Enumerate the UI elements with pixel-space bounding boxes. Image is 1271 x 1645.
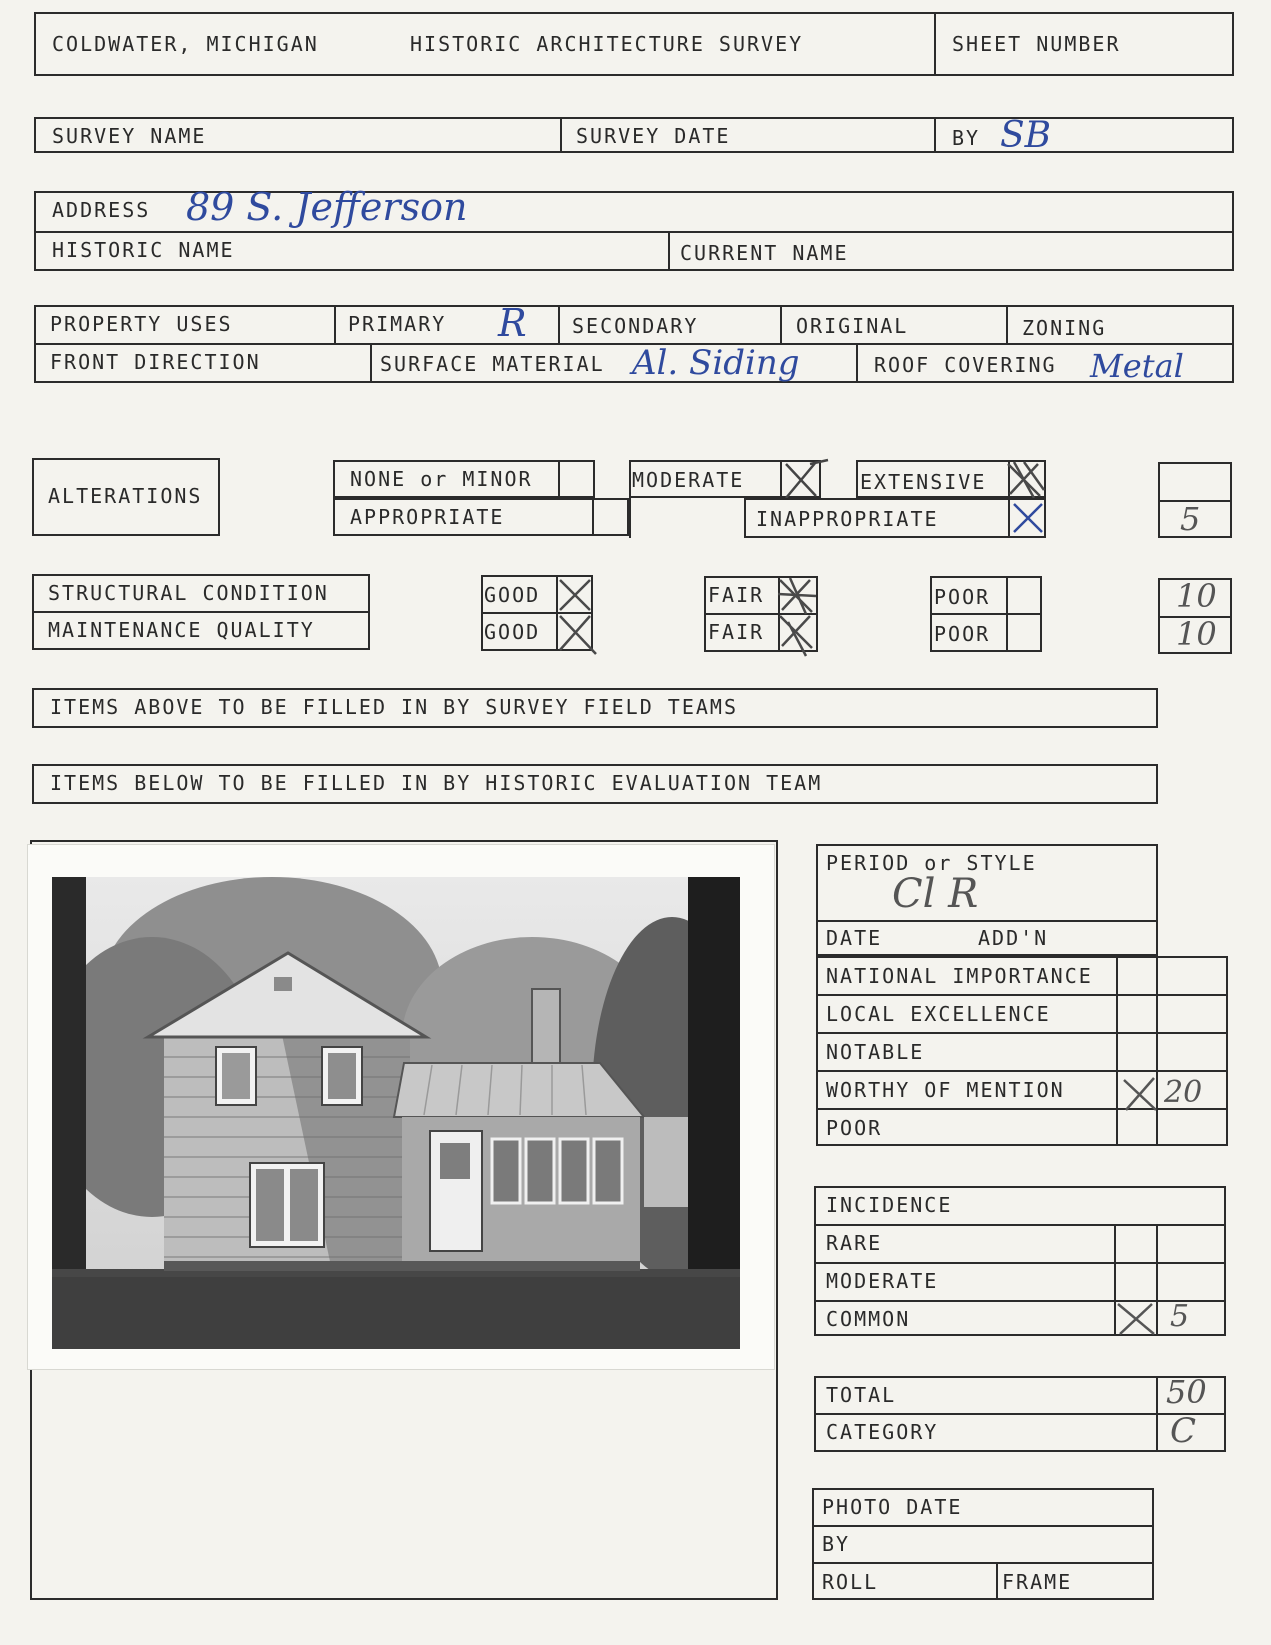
addn-label: ADD'N [978, 926, 1049, 950]
maintenance-good-label: GOOD [484, 620, 541, 644]
surface-material-label: SURFACE MATERIAL [380, 352, 605, 376]
historic-name-label: HISTORIC NAME [52, 238, 235, 262]
evaluation-team-note: ITEMS BELOW TO BE FILLED IN BY HISTORIC EVALUATION TEAM [50, 771, 823, 795]
maintenance-score-value: 10 [1176, 615, 1217, 653]
survey-by-value: SB [1000, 115, 1052, 156]
address-label: ADDRESS [52, 198, 151, 222]
poor-check-div [1006, 576, 1008, 652]
photo-by-label: BY [822, 1532, 851, 1556]
roof-covering-value: Metal [1090, 347, 1184, 385]
alterations-label: ALTERATIONS [48, 484, 203, 508]
photo-info-col-div [996, 1562, 998, 1600]
zoning-label: ZONING [1022, 316, 1107, 340]
notable-label: NOTABLE [826, 1040, 925, 1064]
worthy-xmark [1120, 1074, 1160, 1114]
category-label: CATEGORY [826, 1420, 939, 1444]
property-uses-label: PROPERTY USES [50, 312, 233, 336]
alt-connector [629, 498, 631, 538]
structural-fair-scribble [776, 576, 820, 616]
date-label: DATE [826, 926, 883, 950]
frame-label: FRAME [1002, 1570, 1073, 1594]
alt-moderate-xmark [780, 458, 832, 502]
survey-title: HISTORIC ARCHITECTURE SURVEY [410, 32, 804, 56]
incidence-line-1 [814, 1224, 1226, 1226]
maintenance-good-xmark [556, 612, 600, 658]
sheet-number-label: SHEET NUMBER [952, 32, 1121, 56]
survey-divider-2 [934, 117, 936, 153]
category-value: C [1170, 1411, 1197, 1451]
period-style-label: PERIOD or STYLE [826, 851, 1037, 875]
primary-label: PRIMARY [348, 312, 447, 336]
totals-line [814, 1413, 1226, 1415]
structural-fair-label: FAIR [708, 583, 765, 607]
importance-line-2 [816, 1032, 1228, 1034]
worthy-score-value: 20 [1164, 1075, 1203, 1110]
original-label: ORIGINAL [796, 314, 909, 338]
importance-col-div-2 [1156, 956, 1158, 1146]
period-style-value: Cl R [892, 871, 979, 917]
alt-score-value: 5 [1180, 500, 1201, 538]
importance-line-1 [816, 994, 1228, 996]
structural-condition-label: STRUCTURAL CONDITION [48, 581, 329, 605]
primary-value: R [498, 301, 527, 345]
survey-by-label: BY [952, 126, 981, 150]
incidence-line-2 [814, 1262, 1226, 1264]
incidence-line-3 [814, 1300, 1226, 1302]
worthy-of-mention-label: WORTHY OF MENTION [826, 1078, 1065, 1102]
house-photo [52, 877, 740, 1349]
alt-appropriate-label: APPROPRIATE [350, 505, 505, 529]
alt-none-minor-label: NONE or MINOR [350, 467, 533, 491]
poor-line [930, 613, 1042, 615]
period-date-line [816, 920, 1158, 922]
survey-divider-1 [560, 117, 562, 153]
common-score-value: 5 [1170, 1299, 1190, 1334]
property-div-5 [370, 343, 372, 383]
alt-inappropriate-label: INAPPROPRIATE [756, 507, 939, 531]
alt-appropriate-check [592, 498, 594, 536]
maintenance-poor-label: POOR [934, 622, 991, 646]
survey-date-label: SURVEY DATE [576, 124, 731, 148]
property-div-6 [856, 343, 858, 383]
property-div-3 [780, 305, 782, 343]
maintenance-fair-label: FAIR [708, 620, 765, 644]
total-value: 50 [1166, 1373, 1207, 1411]
surface-material-value: Al. Siding [632, 343, 800, 383]
secondary-label: SECONDARY [572, 314, 699, 338]
common-label: COMMON [826, 1307, 911, 1331]
total-label: TOTAL [826, 1383, 897, 1407]
city-label: COLDWATER, MICHIGAN [52, 32, 319, 56]
incidence-moderate-label: MODERATE [826, 1269, 939, 1293]
common-xmark [1114, 1300, 1158, 1338]
survey-name-label: SURVEY NAME [52, 124, 207, 148]
current-name-label: CURRENT NAME [680, 241, 849, 265]
structural-poor-label: POOR [934, 585, 991, 609]
roof-covering-label: ROOF COVERING [874, 353, 1057, 377]
importance-line-3 [816, 1070, 1228, 1072]
front-direction-label: FRONT DIRECTION [50, 350, 261, 374]
rare-label: RARE [826, 1231, 883, 1255]
evaluation-poor-label: POOR [826, 1116, 883, 1140]
address-row-line [34, 231, 1234, 233]
alt-none-minor-check [558, 460, 560, 498]
maintenance-quality-label: MAINTENANCE QUALITY [48, 618, 315, 642]
totals-col-div [1156, 1376, 1158, 1452]
property-div-1 [334, 305, 336, 343]
field-teams-note: ITEMS ABOVE TO BE FILLED IN BY SURVEY FIELD TEAMS [50, 695, 739, 719]
address-divider [668, 231, 670, 271]
structural-good-xmark [556, 576, 594, 614]
national-importance-label: NATIONAL IMPORTANCE [826, 964, 1093, 988]
address-value: 89 S. Jefferson [186, 185, 468, 229]
photo-date-label: PHOTO DATE [822, 1495, 963, 1519]
alt-extensive-label: EXTENSIVE [860, 470, 987, 494]
importance-col-div [1116, 956, 1118, 1146]
structural-good-label: GOOD [484, 583, 541, 607]
property-div-4 [1006, 305, 1008, 343]
photo-info-line-1 [812, 1525, 1154, 1527]
alt-moderate-label: MODERATE [632, 468, 745, 492]
property-div-2 [558, 305, 560, 343]
incidence-label: INCIDENCE [826, 1193, 953, 1217]
condition-label-line [32, 611, 370, 613]
photo-info-line-2 [812, 1562, 1154, 1564]
roll-label: ROLL [822, 1570, 879, 1594]
header-divider [934, 12, 936, 76]
maintenance-fair-scribble [776, 612, 820, 658]
alt-extensive-scribble [1004, 460, 1048, 500]
alt-inappropriate-xmark [1010, 500, 1046, 536]
house-photo-image [52, 877, 740, 1349]
structural-score-value: 10 [1176, 577, 1217, 615]
local-excellence-label: LOCAL EXCELLENCE [826, 1002, 1051, 1026]
